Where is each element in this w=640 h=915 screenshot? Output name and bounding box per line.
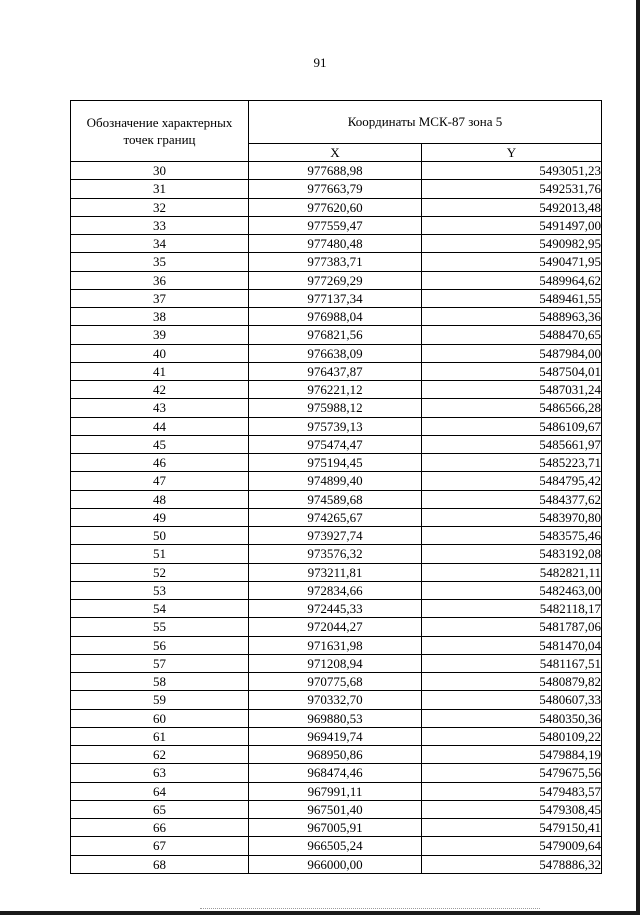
table-row <box>71 271 602 289</box>
y-coordinate-cell: 5486109,67 <box>422 417 602 435</box>
y-coordinate-cell: 5491497,00 <box>422 216 602 234</box>
y-coordinate-cell: 5482463,00 <box>422 581 602 599</box>
table-row <box>71 782 602 800</box>
point-number-cell: 48 <box>71 490 249 508</box>
header-y: Y <box>422 143 602 161</box>
point-number-cell: 45 <box>71 435 249 453</box>
point-number-cell: 62 <box>71 746 249 764</box>
page-number: 91 <box>313 55 327 70</box>
x-coordinate-cell: 976988,04 <box>249 308 422 326</box>
x-coordinate-cell: 977137,34 <box>249 289 422 307</box>
point-number-cell: 61 <box>71 727 249 745</box>
point-number-cell: 54 <box>71 600 249 618</box>
x-coordinate-cell: 976821,56 <box>249 326 422 344</box>
y-coordinate-cell: 5481470,04 <box>422 636 602 654</box>
y-coordinate-cell: 5479009,64 <box>422 837 602 855</box>
x-coordinate-cell: 970332,70 <box>249 691 422 709</box>
table-row <box>71 326 602 344</box>
table-row <box>71 764 602 782</box>
y-coordinate-cell: 5488963,36 <box>422 308 602 326</box>
table-row <box>71 527 602 545</box>
point-number-cell: 31 <box>71 180 249 198</box>
scan-artifact-line <box>200 908 540 909</box>
header-x: X <box>249 143 422 161</box>
x-coordinate-cell: 967005,91 <box>249 819 422 837</box>
table-row <box>71 636 602 654</box>
point-number-cell: 44 <box>71 417 249 435</box>
x-coordinate-cell: 974589,68 <box>249 490 422 508</box>
table-row <box>71 180 602 198</box>
header-coordinates: Координаты МСК-87 зона 5 <box>249 101 602 144</box>
table-row <box>71 746 602 764</box>
x-coordinate-cell: 972044,27 <box>249 618 422 636</box>
point-number-cell: 41 <box>71 362 249 380</box>
table-row <box>71 235 602 253</box>
y-coordinate-cell: 5482118,17 <box>422 600 602 618</box>
x-coordinate-cell: 971631,98 <box>249 636 422 654</box>
y-coordinate-cell: 5480607,33 <box>422 691 602 709</box>
table-row <box>71 727 602 745</box>
point-number-cell: 58 <box>71 673 249 691</box>
x-coordinate-cell: 976221,12 <box>249 381 422 399</box>
x-coordinate-cell: 966505,24 <box>249 837 422 855</box>
point-number-cell: 68 <box>71 855 249 873</box>
point-number-cell: 60 <box>71 709 249 727</box>
y-coordinate-cell: 5487984,00 <box>422 344 602 362</box>
x-coordinate-cell: 975739,13 <box>249 417 422 435</box>
x-coordinate-cell: 976437,87 <box>249 362 422 380</box>
y-coordinate-cell: 5481167,51 <box>422 654 602 672</box>
header-row-top <box>71 101 602 144</box>
y-coordinate-cell: 5478886,32 <box>422 855 602 873</box>
table-row <box>71 855 602 873</box>
x-coordinate-cell: 975194,45 <box>249 454 422 472</box>
x-coordinate-cell: 973927,74 <box>249 527 422 545</box>
table-row <box>71 490 602 508</box>
y-coordinate-cell: 5487504,01 <box>422 362 602 380</box>
point-number-cell: 46 <box>71 454 249 472</box>
y-coordinate-cell: 5480109,22 <box>422 727 602 745</box>
y-coordinate-cell: 5479483,57 <box>422 782 602 800</box>
point-number-cell: 35 <box>71 253 249 271</box>
x-coordinate-cell: 971208,94 <box>249 654 422 672</box>
x-coordinate-cell: 970775,68 <box>249 673 422 691</box>
table-row <box>71 417 602 435</box>
table-row <box>71 308 602 326</box>
point-number-cell: 37 <box>71 289 249 307</box>
x-coordinate-cell: 973211,81 <box>249 563 422 581</box>
point-number-cell: 47 <box>71 472 249 490</box>
point-number-cell: 52 <box>71 563 249 581</box>
table-row <box>71 709 602 727</box>
point-number-cell: 49 <box>71 508 249 526</box>
x-coordinate-cell: 974899,40 <box>249 472 422 490</box>
table-row <box>71 508 602 526</box>
table-row <box>71 654 602 672</box>
table-row <box>71 545 602 563</box>
point-number-cell: 55 <box>71 618 249 636</box>
x-coordinate-cell: 976638,09 <box>249 344 422 362</box>
point-number-cell: 59 <box>71 691 249 709</box>
y-coordinate-cell: 5488470,65 <box>422 326 602 344</box>
y-coordinate-cell: 5489964,62 <box>422 271 602 289</box>
x-coordinate-cell: 969880,53 <box>249 709 422 727</box>
x-coordinate-cell: 975474,47 <box>249 435 422 453</box>
point-number-cell: 32 <box>71 198 249 216</box>
y-coordinate-cell: 5479150,41 <box>422 819 602 837</box>
x-coordinate-cell: 974265,67 <box>249 508 422 526</box>
x-coordinate-cell: 977559,47 <box>249 216 422 234</box>
y-coordinate-cell: 5481787,06 <box>422 618 602 636</box>
y-coordinate-cell: 5483970,80 <box>422 508 602 526</box>
table-header <box>71 101 602 162</box>
y-coordinate-cell: 5480879,82 <box>422 673 602 691</box>
x-coordinate-cell: 967501,40 <box>249 800 422 818</box>
point-number-cell: 34 <box>71 235 249 253</box>
y-coordinate-cell: 5480350,36 <box>422 709 602 727</box>
table-row <box>71 162 602 180</box>
table-row <box>71 253 602 271</box>
point-number-cell: 53 <box>71 581 249 599</box>
point-number-cell: 57 <box>71 654 249 672</box>
coordinates-table <box>70 100 602 874</box>
y-coordinate-cell: 5482821,11 <box>422 563 602 581</box>
x-coordinate-cell: 966000,00 <box>249 855 422 873</box>
table-row <box>71 837 602 855</box>
y-coordinate-cell: 5485661,97 <box>422 435 602 453</box>
y-coordinate-cell: 5484795,42 <box>422 472 602 490</box>
y-coordinate-cell: 5490982,95 <box>422 235 602 253</box>
table-row <box>71 819 602 837</box>
x-coordinate-cell: 968950,86 <box>249 746 422 764</box>
point-number-cell: 43 <box>71 399 249 417</box>
x-coordinate-cell: 969419,74 <box>249 727 422 745</box>
y-coordinate-cell: 5493051,23 <box>422 162 602 180</box>
y-coordinate-cell: 5479308,45 <box>422 800 602 818</box>
point-number-cell: 40 <box>71 344 249 362</box>
point-number-cell: 30 <box>71 162 249 180</box>
table-row <box>71 673 602 691</box>
y-coordinate-cell: 5483575,46 <box>422 527 602 545</box>
point-number-cell: 38 <box>71 308 249 326</box>
table-row <box>71 472 602 490</box>
point-number-cell: 56 <box>71 636 249 654</box>
table-row <box>71 435 602 453</box>
table-row <box>71 198 602 216</box>
point-number-cell: 67 <box>71 837 249 855</box>
point-number-cell: 65 <box>71 800 249 818</box>
header-point-designation: Обозначение характерных точек границ <box>71 101 249 162</box>
point-number-cell: 66 <box>71 819 249 837</box>
point-number-cell: 51 <box>71 545 249 563</box>
y-coordinate-cell: 5487031,24 <box>422 381 602 399</box>
point-number-cell: 42 <box>71 381 249 399</box>
x-coordinate-cell: 977383,71 <box>249 253 422 271</box>
x-coordinate-cell: 977269,29 <box>249 271 422 289</box>
x-coordinate-cell: 967991,11 <box>249 782 422 800</box>
y-coordinate-cell: 5484377,62 <box>422 490 602 508</box>
x-coordinate-cell: 977688,98 <box>249 162 422 180</box>
table-row <box>71 344 602 362</box>
point-number-cell: 36 <box>71 271 249 289</box>
x-coordinate-cell: 977663,79 <box>249 180 422 198</box>
table-row <box>71 381 602 399</box>
point-number-cell: 63 <box>71 764 249 782</box>
x-coordinate-cell: 975988,12 <box>249 399 422 417</box>
y-coordinate-cell: 5485223,71 <box>422 454 602 472</box>
table-row <box>71 289 602 307</box>
x-coordinate-cell: 968474,46 <box>249 764 422 782</box>
y-coordinate-cell: 5490471,95 <box>422 253 602 271</box>
x-coordinate-cell: 972445,33 <box>249 600 422 618</box>
x-coordinate-cell: 977620,60 <box>249 198 422 216</box>
x-coordinate-cell: 973576,32 <box>249 545 422 563</box>
table-row <box>71 581 602 599</box>
point-number-cell: 50 <box>71 527 249 545</box>
table-body <box>71 162 602 874</box>
y-coordinate-cell: 5492531,76 <box>422 180 602 198</box>
x-coordinate-cell: 977480,48 <box>249 235 422 253</box>
y-coordinate-cell: 5483192,08 <box>422 545 602 563</box>
table-row <box>71 691 602 709</box>
y-coordinate-cell: 5479675,56 <box>422 764 602 782</box>
y-coordinate-cell: 5489461,55 <box>422 289 602 307</box>
y-coordinate-cell: 5492013,48 <box>422 198 602 216</box>
point-number-cell: 39 <box>71 326 249 344</box>
table-row <box>71 600 602 618</box>
table-row <box>71 454 602 472</box>
table-row <box>71 800 602 818</box>
point-number-cell: 64 <box>71 782 249 800</box>
y-coordinate-cell: 5479884,19 <box>422 746 602 764</box>
table-row <box>71 618 602 636</box>
table-row <box>71 216 602 234</box>
point-number-cell: 33 <box>71 216 249 234</box>
table-row <box>71 563 602 581</box>
x-coordinate-cell: 972834,66 <box>249 581 422 599</box>
table-row <box>71 399 602 417</box>
y-coordinate-cell: 5486566,28 <box>422 399 602 417</box>
table-row <box>71 362 602 380</box>
